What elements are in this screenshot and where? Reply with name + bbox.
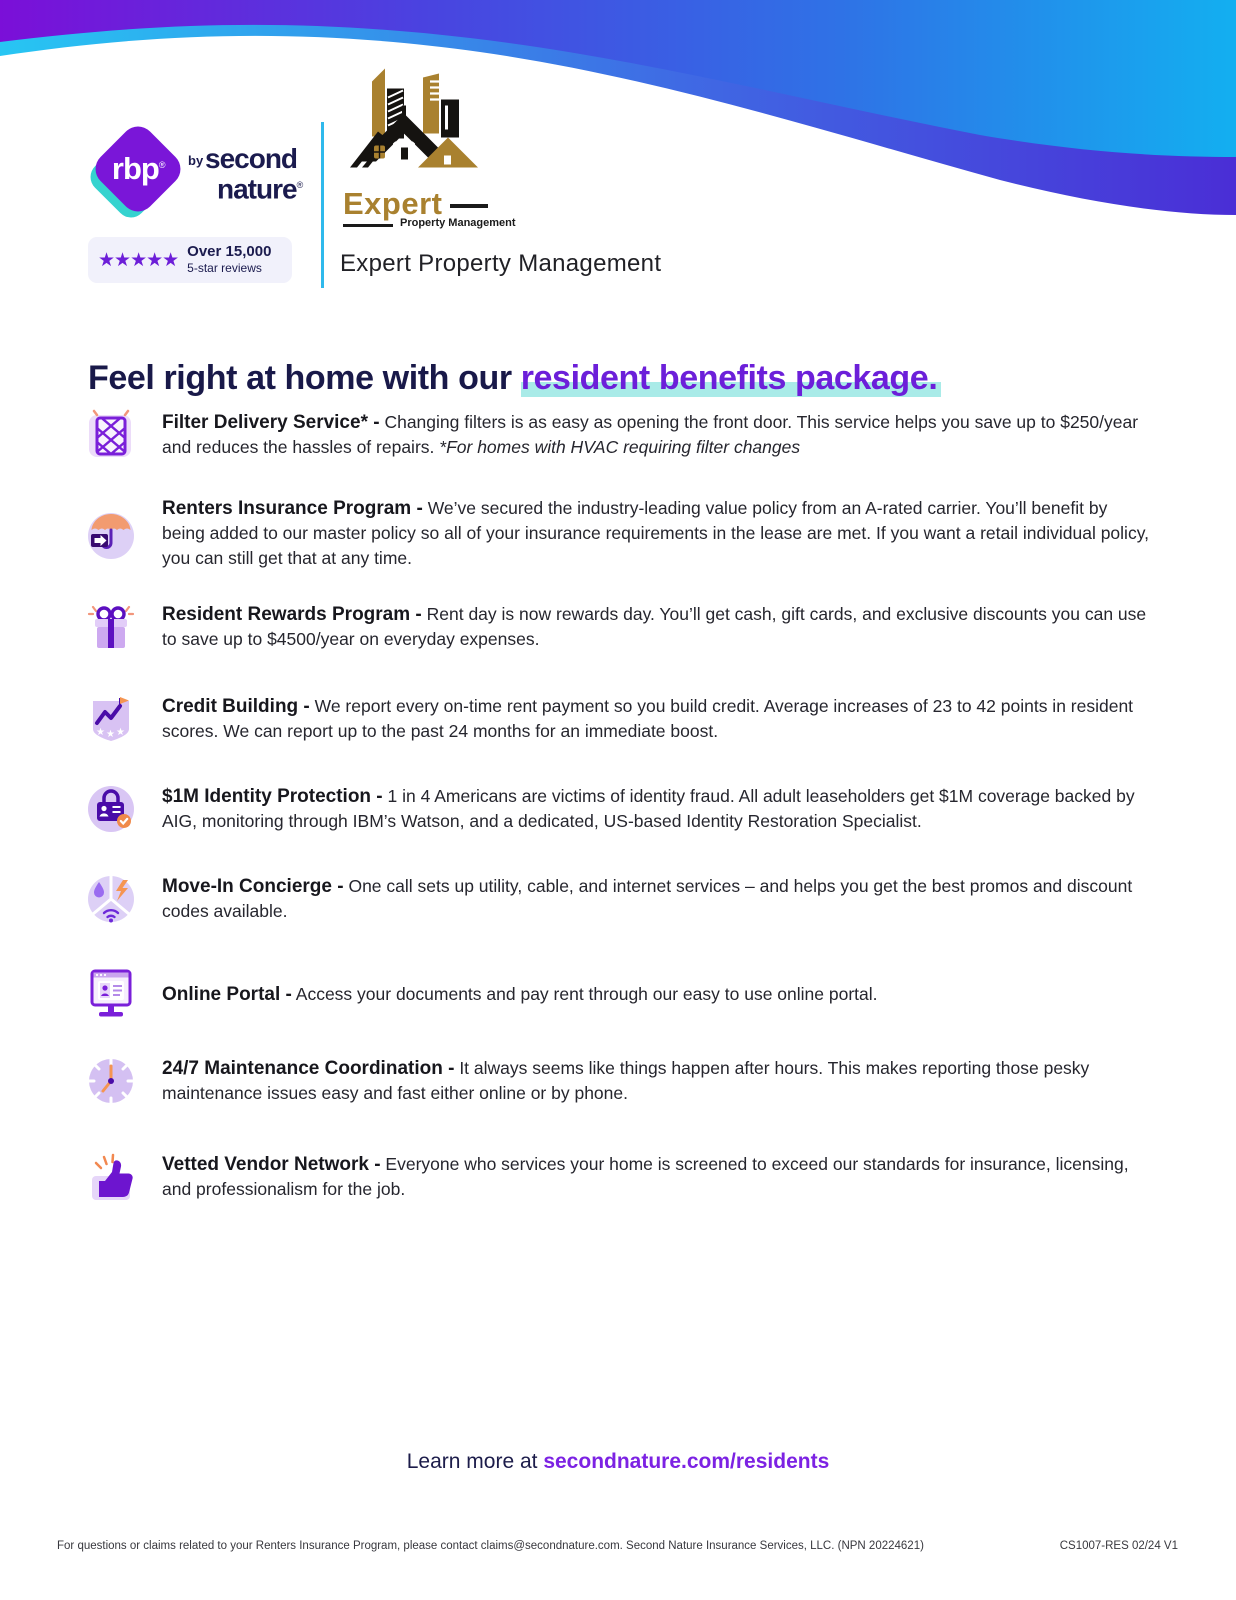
svg-text:★: ★: [106, 729, 115, 740]
second-nature-wordmark: second nature®: [205, 143, 303, 205]
umbrella-icon: [84, 507, 138, 561]
benefit-credit-building: ★ ★ ★ Credit Building - We report every on-time rent payment so you build credit. Average increases of 23 to 42 points in resident scores. We can report up to the past 24 months for an immediate boost.: [84, 692, 1159, 746]
svg-text:★: ★: [96, 727, 105, 738]
clock-icon: [84, 1054, 138, 1108]
svg-text:★: ★: [116, 727, 125, 738]
reviews-badge: [88, 237, 292, 283]
credit-badge-icon: [84, 692, 138, 746]
registered-mark: ®: [158, 159, 165, 170]
benefit-identity-protection: $1M Identity Protection - 1 in 4 Americans are victims of identity fraud. All adult leaseholders get $1M coverage backed by AIG, monitoring through IBM’s Watson, and a dedicated, US-based Identity Restoration Specialist.: [84, 782, 1159, 836]
online-portal-icon: [84, 967, 138, 1021]
rbp-logo-purple-shape: [89, 120, 188, 219]
document-code: CS1007-RES 02/24 V1: [1059, 1540, 1178, 1552]
expert-logo-tagline: Property Management: [400, 217, 516, 229]
benefit-move-in-concierge: Move-In Concierge - One call sets up utility, cable, and internet services – and helps you get the best promos and discount codes available.: [84, 872, 1159, 926]
benefit-resident-rewards: Resident Rewards Program - Rent day is now rewards day. You’ll get cash, gift cards, and exclusive discounts you can use to save up to $4500/year on everyday expenses.: [84, 600, 1159, 654]
benefit-vetted-vendor-network: Vetted Vendor Network - Everyone who services your home is screened to exceed our standards for insurance, licensing, and professionalism for the job.: [84, 1150, 1159, 1204]
highlighted-title-text: resident benefits package.: [521, 359, 942, 397]
utilities-icon: [84, 872, 138, 926]
insurance-disclaimer-text: For questions or claims related to your Renters Insurance Program, please contact claims@secondnature.com. Second Nature Insurance Services, LLC. (NPN 20224621): [57, 1540, 924, 1552]
air-filter-icon: [84, 408, 138, 462]
benefit-online-portal: Online Portal - Access your documents and pay rent through our easy to use online portal.: [84, 962, 1159, 1026]
partner-name-text: Expert Property Management: [340, 250, 662, 277]
expert-logo-dash: [343, 224, 393, 227]
secondnature-residents-link[interactable]: secondnature.com/residents: [543, 1450, 830, 1473]
reviews-count: Over 15,000: [187, 243, 272, 260]
rbp-logo: [84, 122, 196, 234]
reviews-label: 5-star reviews: [187, 261, 262, 275]
learn-more-line: Learn more at secondnature.com/residents: [406, 1450, 830, 1473]
benefit-filter-delivery: Filter Delivery Service* - Changing filters is as easy as opening the front door. This service helps you save up to $250/year and reduces the hassles of repairs. *For homes with HVAC requiring filter changes: [84, 408, 1159, 462]
expert-logo-wordmark: Expert: [343, 186, 443, 221]
gift-icon: [84, 600, 138, 654]
id-shield-icon: [84, 782, 138, 836]
benefit-maintenance-coordination: 24/7 Maintenance Coordination - It always seems like things happen after hours. This makes reporting those pesky maintenance issues easy and fast either online or by phone.: [84, 1054, 1159, 1108]
by-word: by: [188, 153, 204, 168]
benefit-renters-insurance: Renters Insurance Program - We’ve secured the industry-leading value policy from an A-rated carrier. You’ll benefit by being added to our master policy so all of your insurance requirements in the lease are met. If you want a retail individual policy, you can still get that at any time.: [84, 496, 1159, 571]
rbp-logo-text: rbp: [111, 150, 159, 186]
expert-logo-dash: [450, 204, 488, 208]
registered-mark: ®: [296, 180, 303, 190]
logo-divider-line: [321, 122, 324, 288]
page-title: Feel right at home with our resident benefits package.: [88, 357, 1188, 399]
thumbs-up-icon: [84, 1150, 138, 1204]
expert-pm-logo-graphic: [344, 60, 486, 188]
five-stars-icon: ★★★★★: [98, 249, 179, 271]
